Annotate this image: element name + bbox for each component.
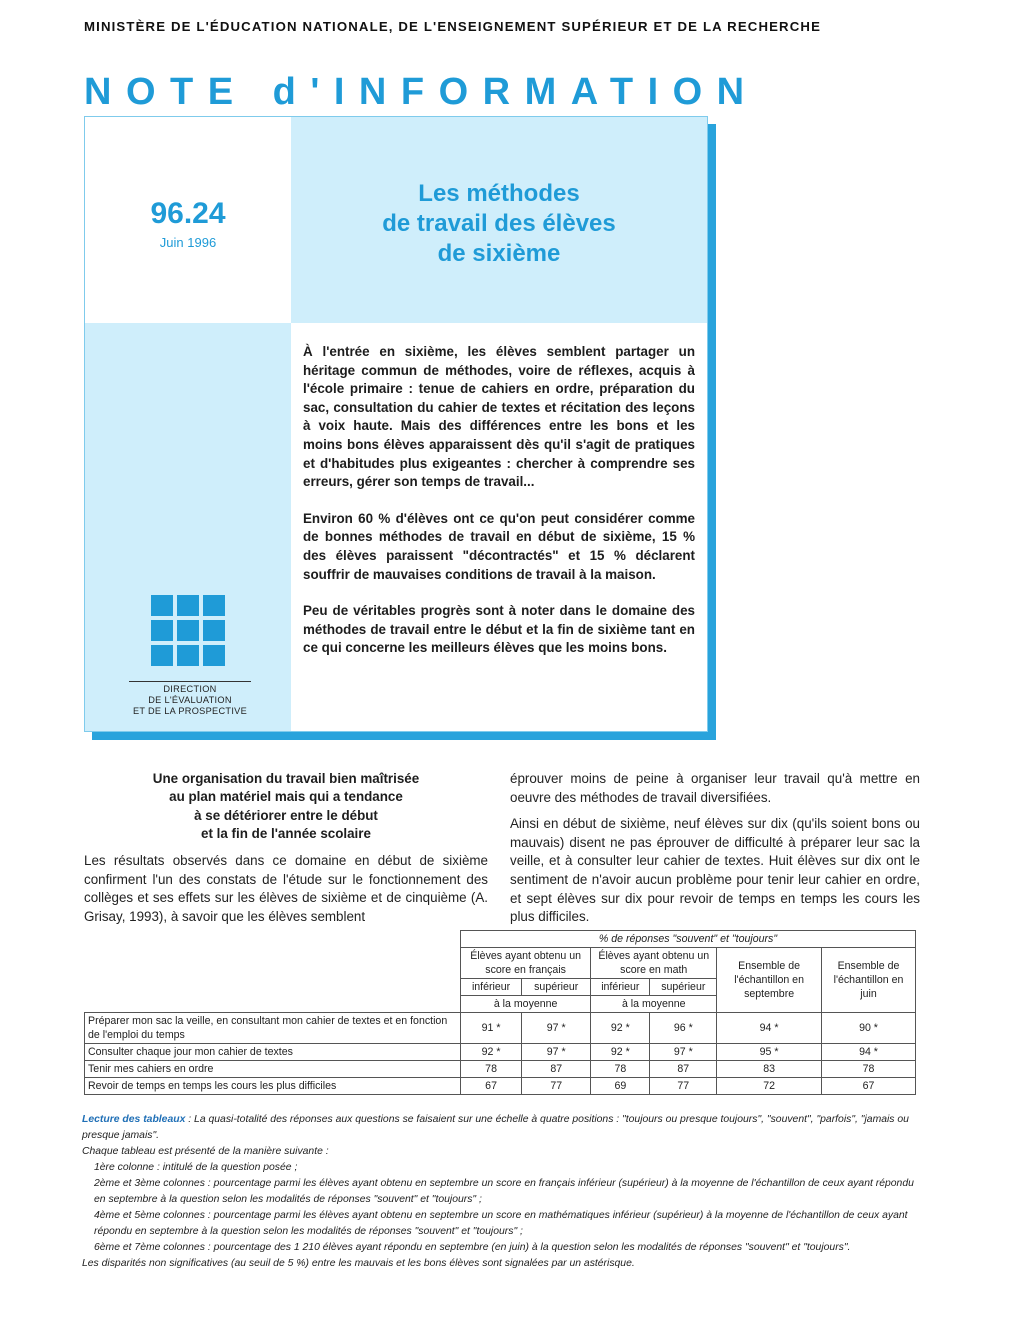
cell: 97 * — [522, 1013, 591, 1044]
table-notes — [82, 1112, 922, 1272]
row-label: Consulter chaque jour mon cahier de textes — [85, 1044, 461, 1061]
logo-caption-line: DIRECTION — [163, 684, 217, 694]
cell: 97 * — [650, 1044, 717, 1061]
group-header-french: Élèves ayant obtenu un score en français — [461, 948, 591, 979]
logo-caption-line: DE L'ÉVALUATION — [148, 695, 232, 705]
cell: 67 — [461, 1078, 522, 1095]
notes-line: La quasi-totalité des réponses aux questions se faisaient sur une échelle à quatre positions : "toujours ou presque toujours", "souvent", "parfois", "jamais ou presque jamais". — [82, 1114, 909, 1141]
table-row — [85, 1013, 916, 1044]
cell: 91 * — [461, 1013, 522, 1044]
abstract — [303, 343, 695, 676]
section-heading — [84, 770, 488, 844]
notes-lead-colon: : — [185, 1114, 195, 1125]
sub-header: supérieur — [522, 979, 591, 996]
note-information-title: NOTE d'INFORMATION — [84, 71, 759, 113]
issue-panel — [85, 117, 291, 323]
table-corner — [85, 948, 461, 979]
cell: 77 — [650, 1078, 717, 1095]
abstract-paragraph: À l'entrée en sixième, les élèves semblent partager un héritage commun de méthodes, voire de réflexes, acquis à l'école primaire : tenue de cahiers en ordre, préparation du sac, consultation du cahier de textes et récitation des leçons à voix haute. Mais des différences entre les bons et les moins bons élèves apparaissent dès qu'il s'agit de pratiques et d'habitudes plus exigeantes : chercher à comprendre ses erreurs, gérer son temps de travail... — [303, 344, 695, 490]
table-corner — [85, 931, 461, 948]
group-header-math: Élèves ayant obtenu un score en math — [591, 948, 717, 979]
logo-caption-line: ET DE LA PROSPECTIVE — [132, 706, 248, 716]
notes-line: 6ème et 7ème colonnes : pourcentage des 1 210 élèves ayant répondu en septembre (en juin) à la question selon les modalités de réponses "souvent" et "toujours". — [94, 1242, 851, 1253]
body-paragraph: éprouver moins de peine à organiser leur travail qu'à mettre en oeuvre des méthodes de travail diversifiées. — [510, 771, 920, 805]
section-heading-line: Une organisation du travail bien maîtrisée — [152, 771, 420, 786]
section-heading-line: et la fin de l'année scolaire — [201, 826, 371, 842]
body-paragraph: Ainsi en début de sixième, neuf élèves sur dix (qu'ils soient bons ou mauvais) disent ne pas éprouver de difficulté à préparer leur sac la veille, et à consulter leur cahier de textes. Huit élèves sur dix ont le sentiment de n'avoir aucun problème pour tenir leur cahier en ordre, et sept élèves sur dix pour revoir de temps en temps les cours les plus difficiles. — [510, 816, 920, 925]
logo-caption — [115, 684, 265, 717]
cell: 92 * — [591, 1044, 650, 1061]
notes-lead: Lecture des tableaux — [82, 1114, 186, 1125]
cell: 97 * — [522, 1044, 591, 1061]
publication-title — [291, 179, 707, 269]
cell: 67 — [821, 1078, 915, 1095]
cell: 94 * — [717, 1013, 822, 1044]
row-label: Préparer mon sac la veille, en consultant mon cahier de textes et en fonction de l'emploi du temps — [85, 1013, 461, 1044]
cell: 92 * — [461, 1044, 522, 1061]
title-panel — [291, 117, 707, 323]
table-row — [85, 1044, 916, 1061]
sub-header: inférieur — [461, 979, 522, 996]
cover-card — [84, 116, 708, 732]
col-header-september: Ensemble de l'échantillon en septembre — [717, 948, 822, 1013]
abstract-panel — [291, 323, 707, 731]
cell: 96 * — [650, 1013, 717, 1044]
body-text-left: Les résultats observés dans ce domaine en début de sixième confirment l'un des constats de l'étude sur le fonctionnement des collèges et ses effets sur les élèves de sixième et de cinquième (A. Grisay, 1993), à savoir que les élèves semblent — [84, 853, 488, 924]
notes-line: 2ème et 3ème colonnes : pourcentage parmi les élèves ayant obtenu en septembre un score en français inférieur (supérieur) à la moyenne de l'échantillon de ceux ayant répondu en septembre à la question selon les modalités de réponses "souvent" et "toujours" ; — [94, 1178, 914, 1205]
results-table — [84, 930, 916, 1095]
section-heading-line: au plan matériel mais qui a tendance — [169, 789, 403, 805]
issue-date: Juin 1996 — [159, 235, 217, 250]
cell: 92 * — [591, 1013, 650, 1044]
notes-line: Chaque tableau est présenté de la manière suivante : — [82, 1146, 329, 1157]
cell: 90 * — [821, 1013, 915, 1044]
cell: 83 — [717, 1061, 822, 1078]
average-label: à la moyenne — [461, 996, 591, 1013]
publication-title-line: de sixième — [437, 240, 561, 267]
table-row — [85, 1078, 916, 1095]
cell: 69 — [591, 1078, 650, 1095]
cell: 78 — [821, 1061, 915, 1078]
cell: 77 — [522, 1078, 591, 1095]
publication-title-line: de travail des élèves — [382, 210, 616, 237]
cell: 95 * — [717, 1044, 822, 1061]
average-label: à la moyenne — [591, 996, 717, 1013]
dep-grid-logo-icon — [151, 595, 227, 669]
ministry-header: MINISTÈRE DE L'ÉDUCATION NATIONALE, DE L'ENSEIGNEMENT SUPÉRIEUR ET DE LA RECHERCHE — [84, 19, 822, 34]
cell: 72 — [717, 1078, 822, 1095]
body-text-right — [510, 770, 920, 935]
table-corner — [85, 979, 461, 996]
sub-header: supérieur — [650, 979, 717, 996]
cell: 87 — [522, 1061, 591, 1078]
table-corner — [85, 996, 461, 1013]
notes-line: 4ème et 5ème colonnes : pourcentage parmi les élèves ayant obtenu en septembre un score en mathématiques inférieur (supérieur) à la moyenne de l'échantillon de ceux ayant répondu en septembre à la question selon les modalités de réponses "souvent" et "toujours" ; — [94, 1210, 908, 1237]
sub-header: inférieur — [591, 979, 650, 996]
issue-number: 96.24 — [150, 197, 226, 230]
publication-title-line: Les méthodes — [418, 180, 580, 207]
section-heading-line: à se détériorer entre le début — [194, 807, 378, 823]
cell: 94 * — [821, 1044, 915, 1061]
cell: 87 — [650, 1061, 717, 1078]
table-top-header: % de réponses "souvent" et "toujours" — [461, 931, 916, 948]
col-header-june: Ensemble de l'échantillon en juin — [821, 948, 915, 1013]
logo-divider — [129, 681, 251, 682]
notes-line: 1ère colonne : intitulé de la question posée ; — [94, 1162, 298, 1173]
cell: 78 — [591, 1061, 650, 1078]
row-label: Revoir de temps en temps les cours les plus difficiles — [85, 1078, 461, 1095]
abstract-paragraph: Environ 60 % d'élèves ont ce qu'on peut considérer comme de bonnes méthodes de travail en début de sixième, 15 % des élèves paraissent "décontractés" et 15 % déclarent souffrir de mauvaises conditions de travail à la maison. — [303, 510, 695, 582]
notes-line: Les disparités non significatives (au seuil de 5 %) entre les mauvais et les bons élèves sont signalées par un astérisque. — [82, 1258, 635, 1269]
row-label: Tenir mes cahiers en ordre — [85, 1061, 461, 1078]
cell: 78 — [461, 1061, 522, 1078]
abstract-paragraph: Peu de véritables progrès sont à noter dans le domaine des méthodes de travail entre le début et la fin de sixième tant en ce qui concerne les meilleurs élèves que les moins bons. — [303, 603, 695, 656]
logo-panel — [85, 323, 291, 731]
table-row — [85, 1061, 916, 1078]
